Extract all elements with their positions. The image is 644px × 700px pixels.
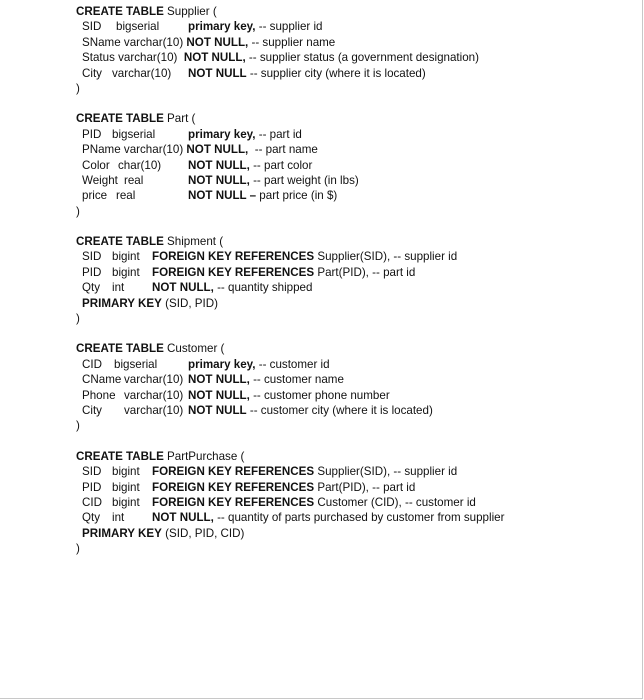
close-paren: ) xyxy=(76,204,80,218)
column-name: Color xyxy=(82,158,110,172)
column-type: varchar(10) xyxy=(124,388,184,402)
column-definition xyxy=(76,372,504,387)
column-constraint: NOT NULL, xyxy=(188,158,250,172)
primary-key-columns: (SID, PID) xyxy=(165,296,218,310)
primary-key-clause xyxy=(76,296,504,311)
create-table-header xyxy=(76,4,504,19)
column-definition xyxy=(76,249,504,264)
column-type: bigint xyxy=(112,265,140,279)
column-constraint: NOT NULL, xyxy=(186,35,249,49)
column-constraint: NOT NULL, xyxy=(188,388,250,402)
column-definition xyxy=(76,403,504,418)
column-comment: -- supplier status (a government designation) xyxy=(248,51,479,65)
column-name: SName xyxy=(82,35,121,49)
column-comment: Customer (CID), -- customer id xyxy=(317,495,476,509)
column-definition xyxy=(76,142,504,157)
create-table-keyword: CREATE TABLE xyxy=(76,112,164,126)
column-type: bigint xyxy=(112,465,140,479)
column-definition xyxy=(76,464,504,479)
column-type: char(10) xyxy=(118,158,162,172)
primary-key-keyword: PRIMARY KEY xyxy=(82,296,162,310)
close-paren: ) xyxy=(76,419,80,433)
column-definition xyxy=(76,173,504,188)
column-definition xyxy=(76,510,504,525)
column-name: PID xyxy=(82,480,102,494)
column-constraint: FOREIGN KEY REFERENCES xyxy=(152,465,315,479)
column-constraint: FOREIGN KEY REFERENCES xyxy=(152,250,315,264)
column-constraint: primary key, xyxy=(188,127,256,141)
column-constraint: FOREIGN KEY REFERENCES xyxy=(152,495,315,509)
column-comment: -- customer phone number xyxy=(253,388,390,402)
column-type: varchar(10) xyxy=(124,403,184,417)
open-paren: ( xyxy=(240,449,245,463)
primary-key-clause xyxy=(76,526,504,541)
column-name: City xyxy=(82,403,102,417)
table-customer xyxy=(76,341,504,433)
column-comment: -- quantity of parts purchased by customer from supplier xyxy=(217,511,505,525)
column-comment: -- quantity shipped xyxy=(217,281,313,295)
close-paren: ) xyxy=(76,81,80,95)
table-name: Supplier xyxy=(167,5,210,18)
column-comment: -- part color xyxy=(253,158,313,172)
column-definition xyxy=(76,480,504,495)
primary-key-keyword: PRIMARY KEY xyxy=(82,526,162,540)
column-comment: Supplier(SID), -- supplier id xyxy=(317,465,458,479)
column-comment: -- customer id xyxy=(258,357,330,371)
column-name: PName xyxy=(82,143,121,157)
column-name: SID xyxy=(82,250,102,264)
column-name: PID xyxy=(82,265,102,279)
column-definition xyxy=(76,158,504,173)
column-constraint: FOREIGN KEY REFERENCES xyxy=(152,265,315,279)
column-comment: -- supplier city (where it is located) xyxy=(249,66,426,80)
column-comment: -- part weight (in lbs) xyxy=(253,173,359,187)
column-comment: part price (in $) xyxy=(259,189,338,203)
column-definition xyxy=(76,265,504,280)
column-constraint: NOT NULL, xyxy=(152,281,214,295)
column-constraint: NOT NULL, xyxy=(183,51,246,65)
column-type: int xyxy=(112,511,125,525)
close-paren: ) xyxy=(76,312,80,326)
column-name: CName xyxy=(82,373,122,387)
column-definition xyxy=(76,357,504,372)
column-type: int xyxy=(112,281,125,295)
open-paren: ( xyxy=(220,342,225,356)
column-name: Qty xyxy=(82,511,101,525)
column-type: bigserial xyxy=(114,357,158,371)
column-comment: Part(PID), -- part id xyxy=(317,265,416,279)
table-name: PartPurchase xyxy=(167,449,238,463)
column-name: Status xyxy=(82,51,115,65)
create-table-header xyxy=(76,449,504,464)
create-table-header xyxy=(76,234,504,249)
create-table-header xyxy=(76,341,504,356)
column-definition xyxy=(76,188,504,203)
column-definition xyxy=(76,35,504,50)
column-type: bigserial xyxy=(112,127,156,141)
column-comment: Supplier(SID), -- supplier id xyxy=(317,250,458,264)
column-definition xyxy=(76,127,504,142)
column-constraint: FOREIGN KEY REFERENCES xyxy=(152,480,315,494)
column-constraint: NOT NULL, xyxy=(152,511,214,525)
open-paren: ( xyxy=(212,5,217,18)
table-name: Customer xyxy=(167,342,218,356)
column-definition xyxy=(76,66,504,81)
create-table-keyword: CREATE TABLE xyxy=(76,342,164,356)
column-type: real xyxy=(116,189,136,203)
column-constraint: NOT NULL, xyxy=(186,143,249,157)
column-definition xyxy=(76,495,504,510)
column-definition xyxy=(76,280,504,295)
column-type: varchar(10) xyxy=(112,66,172,80)
column-constraint: NOT NULL – xyxy=(188,189,257,203)
column-constraint: NOT NULL, xyxy=(188,373,250,387)
primary-key-columns: (SID, PID, CID) xyxy=(165,526,245,540)
close-paren: ) xyxy=(76,542,80,556)
column-definition xyxy=(76,50,504,65)
column-constraint: NOT NULL xyxy=(188,403,247,417)
create-table-keyword: CREATE TABLE xyxy=(76,235,164,249)
create-table-keyword: CREATE TABLE xyxy=(76,449,164,463)
column-type: bigint xyxy=(112,250,140,264)
column-constraint: NOT NULL xyxy=(188,66,247,80)
column-name: SID xyxy=(82,20,102,34)
column-type: varchar(10) xyxy=(118,51,178,65)
column-comment: -- supplier id xyxy=(258,20,323,34)
column-type: bigserial xyxy=(116,20,160,34)
column-name: price xyxy=(82,189,108,203)
column-name: City xyxy=(82,66,102,80)
table-shipment xyxy=(76,234,504,326)
column-constraint: primary key, xyxy=(188,20,256,34)
table-partpurchase xyxy=(76,449,504,557)
column-type: bigint xyxy=(112,495,140,509)
column-type: varchar(10) xyxy=(124,373,184,387)
column-comment: -- customer city (where it is located) xyxy=(249,403,433,417)
column-definition xyxy=(76,388,504,403)
column-comment: -- part id xyxy=(258,127,302,141)
table-name: Part xyxy=(167,112,189,126)
sql-document xyxy=(76,4,504,572)
open-paren: ( xyxy=(191,112,196,126)
column-name: PID xyxy=(82,127,102,141)
table-part xyxy=(76,111,504,219)
table-name: Shipment xyxy=(167,235,217,249)
column-type: varchar(10) xyxy=(123,35,184,49)
table-supplier xyxy=(76,4,504,96)
column-comment: Part(PID), -- part id xyxy=(317,480,416,494)
column-definition xyxy=(76,19,504,34)
column-type: real xyxy=(124,173,144,187)
column-name: Weight xyxy=(82,173,118,187)
open-paren: ( xyxy=(219,235,224,249)
column-constraint: primary key, xyxy=(188,357,256,371)
column-type: bigint xyxy=(112,480,140,494)
column-name: CID xyxy=(82,357,102,371)
column-comment: -- customer name xyxy=(253,373,344,387)
column-name: Phone xyxy=(82,388,116,402)
column-comment: -- supplier name xyxy=(251,35,336,49)
create-table-keyword: CREATE TABLE xyxy=(76,5,164,18)
column-name: Qty xyxy=(82,281,101,295)
column-constraint: NOT NULL, xyxy=(188,173,250,187)
column-comment: -- part name xyxy=(251,143,318,157)
create-table-header xyxy=(76,111,504,126)
column-type: varchar(10) xyxy=(123,143,184,157)
column-name: SID xyxy=(82,465,102,479)
column-name: CID xyxy=(82,495,102,509)
